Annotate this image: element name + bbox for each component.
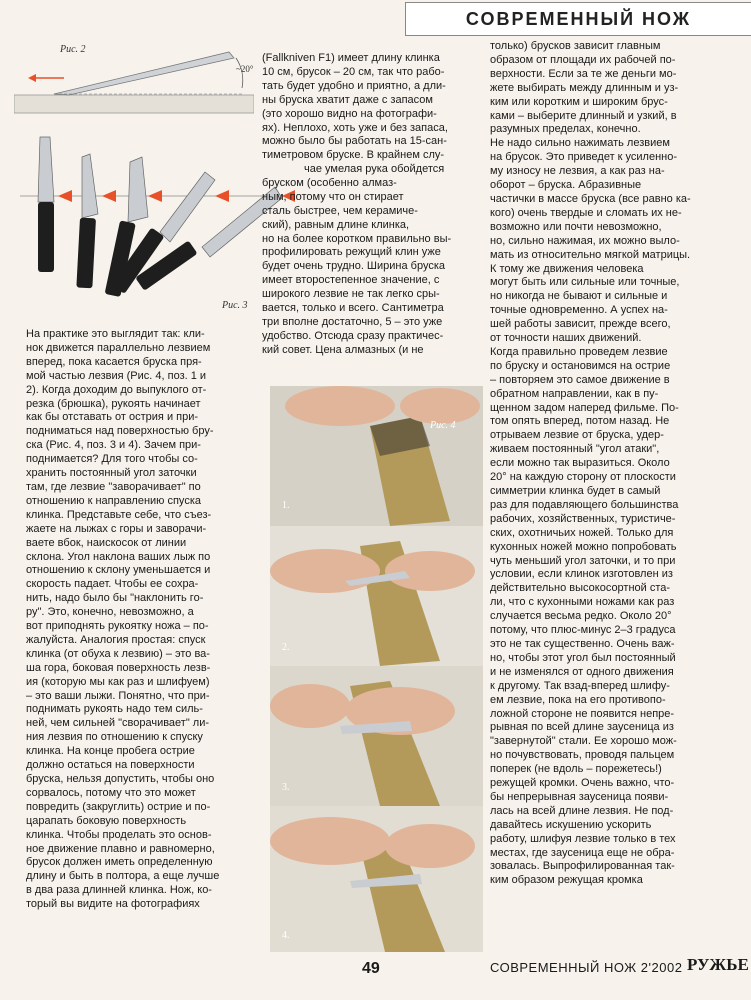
left-column-text: На практике это выглядит так: кли- нок движется параллельно лезвием вперед, пока касается бруска пря- мой частью лезвия (Рис. 4, поз. 1 и 2). Когда доходим до выпуклого от- резка (брюшка), рукоять начинает как бы отставать от острия и при- подниматься над поверхностью бру- ска (Рис. 4, поз. 3 и 4). Зачем при- поднимается? Для того чтобы со- хранить постоянный угол заточки там, где лезвие "заворачивает" по отношению к направлению спуска клинка. Представьте себе, что съез- жаете на лыжах с горы и заворачи- ваете вбок, наискосок от линии склона. Угол наклона ваших лыж по отношению к склону уменьшается и скорость падает. Чтобы ее сохра- нить, надо было бы "наклонить го- ру". Это, конечно, невозможно, а вот приподнять рукоятку ножа – по- жалуйста. Аналогия простая: спуск клинка (от обуха к лезвию) – это ва- ша гора, боковая поверхность лезв- ия (которую мы как раз и шлифуем) – это ваши лыжи. Понятно, что при- поднимать рукоять надо тем силь- ней, чем сильней "сворачивает" ли- ния лезвия по отношению к спуску клинка. На конце пробега острие должно остаться на поверхности бруска, нельзя допустить, чтобы оно сорвалось, потому что это может повредить (закруглить) острие и по- царапать боковую поверхность клинка. Чтобы проделать это основ- ное движение плавно и равномерно, брусок должен иметь определенную длину и быть в полтора, а еще лучше в два раза длинней клинка. Нож, ко- торый вы видите на фотографиях xyxy=(26,328,220,911)
figure-3 xyxy=(20,132,295,317)
magazine-logo: РУЖЬЕ xyxy=(687,955,749,974)
knife-1 xyxy=(38,137,54,272)
figure-2-angle: ~20° xyxy=(236,64,254,74)
figure-4-photo-4 xyxy=(270,806,483,952)
section-title: СОВРЕМЕННЫЙ НОЖ xyxy=(465,9,692,29)
figure-4-step-4: 4. xyxy=(282,930,290,941)
figure-4-photo-3 xyxy=(270,666,483,806)
figure-3-caption: Рис. 3 xyxy=(222,300,248,311)
figure-2-drawing xyxy=(14,40,254,120)
figure-2 xyxy=(14,40,254,120)
figure-3-drawing xyxy=(20,132,295,317)
figure-4-step-2: 2. xyxy=(282,642,290,653)
figure-4-photo-1 xyxy=(270,386,483,526)
section-header xyxy=(405,2,751,36)
middle-column-text-inset: чае умелая рука обойдется бруском (особенно алмаз- ным, потому что он стирает сталь быстрее, чем керамиче- ский), равным длине клинка, но на более коротком правильно вы- профилировать режущий клин уже будет очень трудно. Ширина бруска имеет второстепенное значение, с широкого лезвие не так легко сры- вается, только и всего. Сантиметра три вполне достаточно, 5 – это уже удобство. Отсюда сразу практичес- кий совет. Цена алмазных (и не xyxy=(262,163,452,356)
figure-2-caption: Рис. 2 xyxy=(60,44,86,55)
magazine-footer: СОВРЕМЕННЫЙ НОЖ 2'2002 xyxy=(490,960,683,975)
figure-4-photo-2 xyxy=(270,526,483,666)
figure-4-step-3: 3. xyxy=(282,782,290,793)
knife-2 xyxy=(76,154,98,288)
right-column-text: только) брусков зависит главным образом от площади их рабочей по- верхности. Если за те же деньги мо- жете выбирать между длинным и уз- ким или коротким и широким брус- ками – выберите длинный и узкий, в разумных пределах, конечно. Не надо сильно нажимать лезвием на брусок. Это приведет к усиленно- му износу не лезвия, а как раз на- оборот – бруска. Абразивные частички в массе бруска (все равно ка- кого) очень твердые и сломать их не- возможно или почти невозможно, но, сильно нажимая, их можно выло- мать из относительно мягкой матрицы. К тому же движения человека могут быть или сильные или точные, но никогда не бывают и сильные и точные одновременно. А успех на- шей работы зависит, прежде всего, от точности наших движений. Когда правильно проведем лезвие по бруску и остановимся на острие – повторяем это самое движение в обратном направлении, как в пу- щенном задом наперед фильме. По- том опять вперед, потом назад. Не отрываем лезвие от бруска, удер- живаем постоянный "угол атаки", если можно так выразиться. Около 20° на каждую сторону от плоскости симметрии клинка будет в самый раз для подавляющего большинства рабочих, хозяйственных, туристиче- ских, охотничьих ножей. Только для кухонных ножей можно попробовать чуть меньший угол заточки, и то при условии, если клинок изготовлен из действительно высокосортной ста- ли, что с кухонными ножами как раз случается весьма редко. Около 20° потому, что плюс-минус 2–3 градуса это не так существенно. Очень важ- но, чтобы этот угол был постоянный и не изменялся от одного движения к другому. Так взад-вперед шлифу- ем лезвие, пока на его противопо- ложной стороне не появится непре- рывная по всей длине заусеница из "завернутой" стали. Ее хорошо мож- но почувствовать, проводя пальцем поперек (не вдоль – порежетесь!) режущей кромки. Очень важно, что- бы непрерывная заусеница появи- лась на всей длине лезвия. Не под- давайтесь искушению ускорить работу, шлифуя лезвие только в тех местах, где заусеница еще не обра- зовалась. Выпрофилированная так- ким образом режущая кромка xyxy=(490,40,691,887)
figure-4-caption: Рис. 4 xyxy=(430,420,456,431)
middle-column-text-top: (Fallkniven F1) имеет длину клинка 10 см, брусок – 20 см, так что рабо- тать будет удобно и приятно, а дли- ны бруска хватит даже с запасом (это хорошо видно на фотографи- ях). Неплохо, хоть уже и без запаса, можно было бы работать на 15-сан- тиметровом бруске. В крайнем слу- xyxy=(262,52,448,162)
figure-4-step-1: 1. xyxy=(282,500,290,511)
page-number: 49 xyxy=(362,960,380,977)
